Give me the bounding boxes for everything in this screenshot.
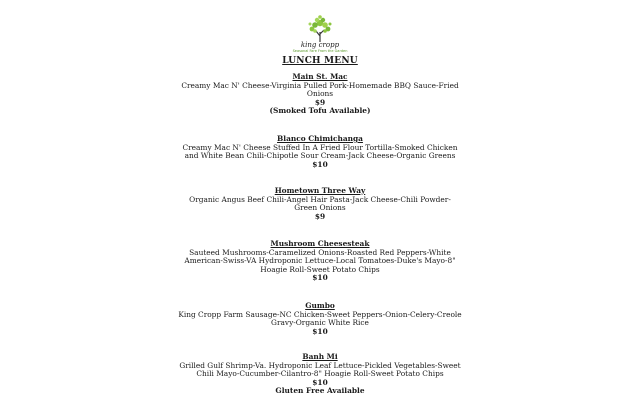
menu-item-name: Banh Mi <box>302 352 338 361</box>
menu-item-description: Creamy Mac N' Cheese-Virginia Pulled Pork-Homemade BBQ Sauce-Fried Onions <box>181 80 459 99</box>
tree-logo-icon <box>284 12 356 52</box>
menu-item-note: Gluten Free Available <box>275 386 365 396</box>
menu-item-price: $9 <box>314 211 326 221</box>
menu-item-name: Mushroom Cheesesteak <box>270 239 370 248</box>
menu-item-description: Creamy Mac N' Cheese Stuffed In A Fried Flour Tortilla-Smoked Chicken and White Bean Chili-Chipotle Sour Cream-Jack Cheese-Organic Greens <box>182 142 458 161</box>
menu-item-price: $10 <box>312 377 328 387</box>
menu-item-name: Gumbo <box>305 301 335 310</box>
menu-item-name: Blanco Chimichanga <box>277 134 363 143</box>
menu-item-description: Grilled Gulf Shrimp-Va. Hydroponic Leaf Lettuce-Pickled Vegetables-Sweet Chili Mayo-Cucumber-Cilantro-8" Hoagie Roll-Sweet Potato Chips <box>179 360 461 379</box>
menu-item-price: $10 <box>312 326 328 336</box>
menu-item <box>178 73 462 116</box>
menu-item <box>178 135 462 169</box>
menu-item-price: $10 <box>312 159 328 169</box>
menu-item-price: $9 <box>314 97 326 107</box>
logo-tagline: Seasonal Fare From the Garden <box>292 49 348 53</box>
menu-item <box>178 187 462 221</box>
menu-item-description: Organic Angus Beef Chili-Angel Hair Pasta-Jack Cheese-Chili Powder-Green Onions <box>189 194 451 213</box>
logo-wordmark: king cropp <box>300 41 340 49</box>
menu-item-description: King Cropp Farm Sausage-NC Chicken-Sweet Peppers-Onion-Celery-Creole Gravy-Organic White Rice <box>178 309 462 328</box>
menu-item-price: $10 <box>312 273 328 283</box>
menu-item-description: Sauteed Mushrooms-Caramelized Onions-Roasted Red Peppers-White American-Swiss-VA Hydroponic Lettuce-Local Tomatoes-Duke's Mayo-8" Hoagie Roll-Sweet Potato Chips <box>184 247 456 274</box>
menu-item <box>178 353 462 396</box>
menu-title: LUNCH MENU <box>282 56 358 66</box>
menu-item <box>178 302 462 336</box>
menu-item-name: Main St. Mac <box>292 72 348 81</box>
restaurant-logo <box>284 12 356 52</box>
menu-item <box>178 240 462 283</box>
menu-item-note: (Smoked Tofu Available) <box>269 106 371 116</box>
menu-item-name: Hometown Three Way <box>274 186 366 195</box>
